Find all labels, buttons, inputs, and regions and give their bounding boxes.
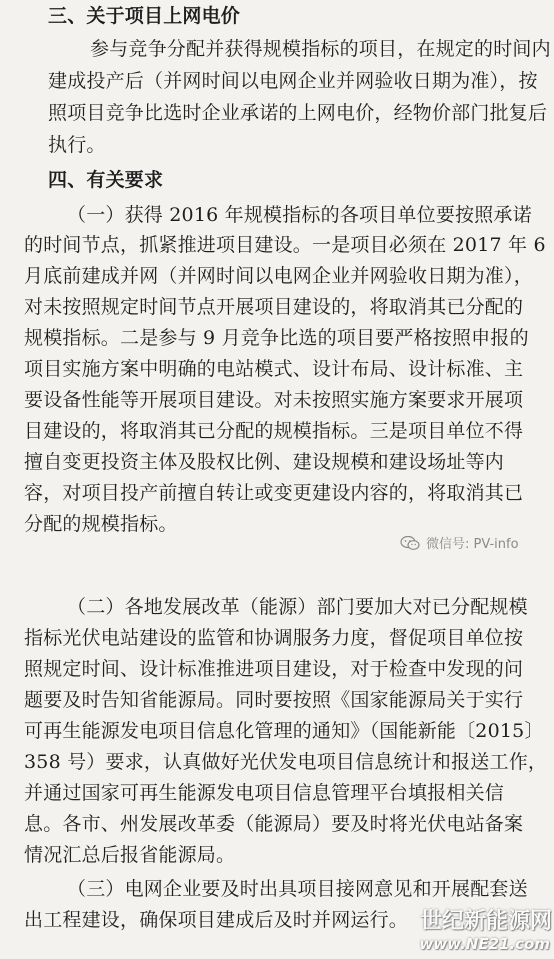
paragraph-line: 358 号）要求，认真做好光伏发电项目信息统计和报送工作， <box>24 751 548 773</box>
paragraph-line: （一）获得 2016 年规模指标的各项目单位要按照承诺 <box>67 204 532 226</box>
paragraph-line: 照项目竞争比选时企业承诺的上网电价，经物价部门批复后 <box>48 102 548 124</box>
paragraph-line: 的时间节点，抓紧推进项目建设。一是项目必须在 2017 年 6 <box>24 234 546 256</box>
paragraph-line: 建成投产后（并网时间以电网企业并网验收日期为准），按 <box>48 70 538 92</box>
wechat-watermark-label: 微信号: PV-info <box>426 537 519 552</box>
paragraph-line: 容，对项目投产前擅自转让或变更建设内容的，将取消其已 <box>24 482 524 504</box>
paragraph-line: 情况汇总后报省能源局。 <box>24 844 236 866</box>
paragraph-line: 目建设的，将取消其已分配的规模指标。三是项目单位不得 <box>24 420 524 442</box>
brand-watermark-site: www.NE21.com <box>419 935 550 953</box>
section-heading-price: 三、关于项目上网电价 <box>48 5 241 27</box>
paragraph-line: 可再生能源发电项目信息化管理的通知》（国能新能〔2015〕 <box>24 720 544 742</box>
paragraph-line: 照规定时间、设计标准推进项目建设，对于检查中发现的问 <box>24 658 524 680</box>
wechat-icon <box>400 535 420 551</box>
wechat-watermark <box>400 533 519 552</box>
paragraph-line: 参与竞争分配并获得规模指标的项目，在规定的时间内 <box>90 38 551 60</box>
paragraph-line: 分配的规模指标。 <box>24 513 178 535</box>
paragraph-line: 执行。 <box>48 134 106 156</box>
section-heading-requirements: 四、有关要求 <box>48 169 164 191</box>
paragraph-line: 要设备性能等开展项目建设。对未按照实施方案要求开展项 <box>24 389 524 411</box>
paragraph-line: 擅自变更投资主体及股权比例、建设规模和建设场址等内 <box>24 451 505 473</box>
paragraph-line: （二）各地发展改革（能源）部门要加大对已分配规模 <box>67 596 528 618</box>
paragraph-line: 月底前建成并网（并网时间以电网企业并网验收日期为准）， <box>24 265 533 287</box>
brand-watermark-name: 世纪新能源网 <box>419 909 552 934</box>
paragraph-line: 对未按照规定时间节点开展项目建设的，将取消其已分配的 <box>24 296 524 318</box>
paragraph-line: 出工程建设，确保项目建成后及时并网运行。 <box>24 909 409 931</box>
paragraph-line: 题要及时告知省能源局。同时要按照《国家能源局关于实行 <box>24 689 524 711</box>
paragraph-line: （三）电网企业要及时出具项目接网意见和开展配套送 <box>67 878 528 900</box>
paragraph-line: 项目实施方案中明确的电站模式、设计布局、设计标准、主 <box>24 358 524 380</box>
brand-watermark <box>396 908 554 959</box>
paragraph-line: 规模指标。二是参与 9 月竞争比选的项目要严格按照申报的 <box>24 327 529 349</box>
paragraph-line: 指标光伏电站建设的监管和协调服务力度，督促项目单位按 <box>24 627 524 649</box>
paragraph-line: 息。各市、州发展改革委（能源局）要及时将光伏电站备案 <box>24 813 524 835</box>
paragraph-line: 并通过国家可再生能源发电项目信息管理平台填报相关信 <box>24 782 505 804</box>
